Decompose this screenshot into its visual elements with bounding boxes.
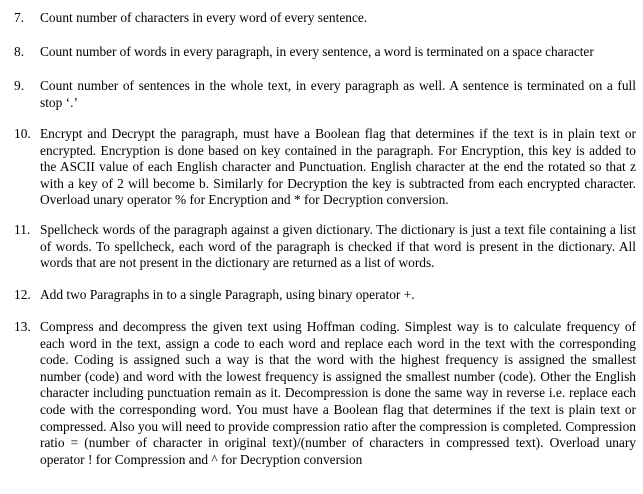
item-number: 9. [14,78,25,93]
list-item-8 [14,44,636,61]
item-text: Add two Paragraphs in to a single Paragraph, using binary operator +. [40,287,415,302]
item-number: 13. [14,319,31,334]
item-number: 8. [14,44,25,59]
item-text: Count number of characters in every word of every sentence. [40,10,368,25]
list-item-7 [14,10,636,27]
item-number: 10. [14,126,31,141]
item-text: Count number of sentences in the whole text, in every paragraph as well. A sentence is terminated on a full stop ‘.’ [40,78,636,110]
list-item-11 [14,222,636,272]
item-number: 12. [14,287,31,302]
item-text: Encrypt and Decrypt the paragraph, must have a Boolean flag that determines if the text is in plain text or encrypted. Encryption is done based on key contained in the paragraph. For Encryption, this key is added to the ASCII value of each English character and Punctuation. English character at the end the rotated so that z with a key of 2 will become b. Similarly for Decryption the key is subtracted from each encrypted character. Overload unary operator % for Encryption and * for Decryption conversion. [40,126,636,208]
list-item-10 [14,126,636,209]
item-text: Compress and decompress the given text using Hoffman coding. Simplest way is to calculate frequency of each word in the text, assign a code to each word and replace each word in the text with the corresponding code. Coding is assigned such a way is that the word with the highest frequency is assigned the smallest number (code) and word with the lowest frequency is assigned the smallest number (code). Other the English character including punctuation remain as it. Decompression is done the same way in reverse i.e. replace each code with the corresponding word. You must have a Boolean flag that determines if the text is plain text or compressed. Also you will need to provide compression ratio after the compression is completed. Compression ratio = (number of character in original text)/(number of characters in compressed text). Overload unary operator ! for Compression and ^ for Decryption conversion [40,319,636,467]
item-text: Count number of words in every paragraph, in every sentence, a word is terminated on a space character [40,44,594,59]
list-item-9 [14,78,636,111]
item-number: 7. [14,10,25,25]
list-item-12 [14,287,636,304]
item-number: 11. [14,222,31,237]
item-text: Spellcheck words of the paragraph against a given dictionary. The dictionary is just a text file containing a list of words. To spellcheck, each word of the paragraph is checked if that word is present in the dictionary. All words that are not present in the dictionary are returned as a list of words. [40,222,636,271]
list-item-13 [14,319,636,468]
